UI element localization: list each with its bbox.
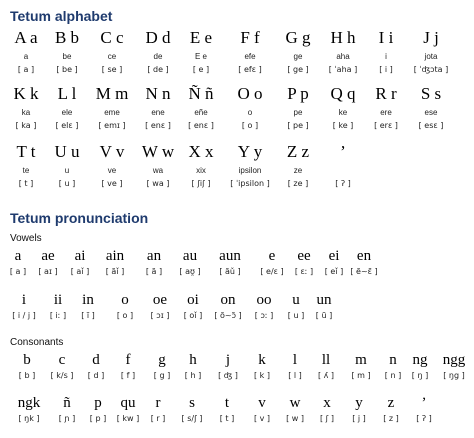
vowel-spelling: au xyxy=(182,248,198,264)
vowel-ipa: [ e/ɛ ] xyxy=(260,267,284,276)
vowel-ipa: [ ãǐ ] xyxy=(105,267,125,276)
vowel-spelling: ain xyxy=(105,248,125,264)
alphabet-letter: R r xyxy=(375,84,397,103)
letter-name: be xyxy=(62,52,72,61)
consonant-spelling: qu xyxy=(120,395,136,411)
consonant-ipa: [ w ] xyxy=(286,414,304,423)
letter-name: de xyxy=(153,52,163,61)
consonant-ipa: [ ʤ ] xyxy=(218,371,238,380)
consonant-ipa: [ t ] xyxy=(219,414,235,423)
vowel-spelling: o xyxy=(121,292,129,308)
letter-name: eme xyxy=(104,108,120,117)
letter-name: xix xyxy=(196,166,206,175)
vowel-ipa: [ oǐ ] xyxy=(183,311,203,320)
letter-ipa: [ esɛ ] xyxy=(418,121,444,130)
consonant-spelling: k xyxy=(258,352,266,368)
consonant-spelling: ll xyxy=(321,352,331,368)
letter-ipa: [ wa ] xyxy=(146,179,170,188)
consonant-spelling: z xyxy=(387,395,395,411)
letter-ipa: [ ˈʤɔta ] xyxy=(413,65,449,74)
letter-name: o xyxy=(247,108,253,117)
consonant-ipa: [ z ] xyxy=(383,414,399,423)
vowel-ipa: [ o ] xyxy=(116,311,134,320)
letter-ipa: [ u ] xyxy=(58,179,76,188)
letter-name: te xyxy=(22,166,30,175)
vowel-ipa: [ a ] xyxy=(9,267,27,276)
alphabet-letter: J j xyxy=(423,28,439,47)
vowel-spelling: oi xyxy=(187,292,199,308)
letter-name: a xyxy=(23,52,29,61)
alphabet-letter: U u xyxy=(54,142,80,161)
vowel-spelling: oo xyxy=(256,292,272,308)
consonant-spelling: ngg xyxy=(442,352,466,368)
vowel-spelling: i xyxy=(21,292,27,308)
consonant-ipa: [ g ] xyxy=(153,371,171,380)
alphabet-title: Tetum alphabet xyxy=(10,8,113,24)
consonant-ipa: [ v ] xyxy=(253,414,271,423)
letter-name: ve xyxy=(107,166,117,175)
alphabet-letter: I i xyxy=(378,28,394,47)
letter-name: i xyxy=(385,52,387,61)
alphabet-letter: M m xyxy=(95,84,129,103)
letter-name: ese xyxy=(424,108,438,117)
alphabet-letter: E e xyxy=(189,28,213,47)
alphabet-letter: F f xyxy=(240,28,260,47)
letter-name: ene xyxy=(151,108,165,117)
consonant-spelling: ng xyxy=(412,352,428,368)
alphabet-letter: B b xyxy=(54,28,80,47)
consonant-ipa: [ s/ʃ ] xyxy=(181,414,203,423)
letter-name: aha xyxy=(336,52,350,61)
letter-ipa: [ e ] xyxy=(192,65,210,74)
consonant-ipa: [ h ] xyxy=(184,371,202,380)
consonant-spelling: v xyxy=(258,395,266,411)
letter-ipa: [ pe ] xyxy=(287,121,309,130)
vowel-spelling: ae xyxy=(41,248,55,264)
alphabet-letter: ’ xyxy=(340,142,346,161)
alphabet-letter: W w xyxy=(141,142,175,161)
consonant-spelling: t xyxy=(224,395,230,411)
vowel-spelling: aun xyxy=(219,248,241,264)
alphabet-letter: X x xyxy=(188,142,214,161)
alphabet-letter: T t xyxy=(16,142,36,161)
letter-name: pe xyxy=(293,108,303,117)
consonant-ipa: [ n ] xyxy=(384,371,402,380)
alphabet-letter: V v xyxy=(99,142,125,161)
letter-ipa: [ ˈaha ] xyxy=(328,65,358,74)
vowel-spelling: un xyxy=(316,292,332,308)
consonant-ipa: [ f ] xyxy=(120,371,136,380)
consonant-ipa: [ p ] xyxy=(89,414,107,423)
alphabet-letter: C c xyxy=(100,28,124,47)
consonant-ipa: [ b ] xyxy=(18,371,36,380)
consonant-spelling: y xyxy=(355,395,363,411)
alphabet-letter: A a xyxy=(14,28,38,47)
alphabet-letter: K k xyxy=(13,84,39,103)
consonant-ipa: [ ŋk ] xyxy=(18,414,40,423)
vowel-ipa: [ i / j ] xyxy=(12,311,36,320)
alphabet-letter: P p xyxy=(287,84,309,103)
vowel-spelling: in xyxy=(82,292,94,308)
alphabet-letter: H h xyxy=(330,28,356,47)
consonant-spelling: l xyxy=(292,352,298,368)
vowel-ipa: [ ẽ~ɛ̃ ] xyxy=(350,267,378,276)
letter-ipa: [ t ] xyxy=(18,179,34,188)
letter-ipa: [ ka ] xyxy=(15,121,37,130)
consonant-spelling: x xyxy=(323,395,331,411)
consonant-ipa: [ ʔ ] xyxy=(416,414,432,423)
alphabet-letter: L l xyxy=(57,84,77,103)
consonant-spelling: r xyxy=(155,395,161,411)
letter-ipa: [ elɛ ] xyxy=(55,121,79,130)
vowel-ipa: [ õ~ɔ̃ ] xyxy=(214,311,242,320)
vowel-spelling: oe xyxy=(152,292,168,308)
letter-ipa: [ ge ] xyxy=(287,65,309,74)
letter-name: E e xyxy=(194,52,207,61)
consonant-spelling: s xyxy=(189,395,195,411)
letter-name: wa xyxy=(152,166,164,175)
letter-ipa: [ ke ] xyxy=(332,121,354,130)
consonant-ipa: [ m ] xyxy=(351,371,371,380)
consonant-ipa: [ ʎ ] xyxy=(317,371,335,380)
letter-ipa: [ enɛ ] xyxy=(145,121,171,130)
letter-ipa: [ ˈipsilon ] xyxy=(230,179,270,188)
vowel-ipa: [ aʊ̯ ] xyxy=(179,267,201,276)
consonant-spelling: m xyxy=(355,352,367,368)
alphabet-letter: N n xyxy=(145,84,171,103)
letter-name: ke xyxy=(338,108,348,117)
consonant-ipa: [ j ] xyxy=(352,414,366,423)
letter-ipa: [ enɛ ] xyxy=(188,121,214,130)
letter-name: ce xyxy=(107,52,117,61)
consonant-spelling: ñ xyxy=(63,395,71,411)
consonant-spelling: ’ xyxy=(421,395,427,411)
consonant-spelling: h xyxy=(189,352,197,368)
vowel-spelling: ii xyxy=(53,292,63,308)
letter-name: ere xyxy=(380,108,392,117)
letter-ipa: [ be ] xyxy=(56,65,78,74)
consonant-spelling: p xyxy=(94,395,102,411)
vowel-spelling: ee xyxy=(297,248,311,264)
consonant-ipa: [ l ] xyxy=(288,371,302,380)
letter-ipa: [ ve ] xyxy=(101,179,123,188)
letter-ipa: [ erɛ ] xyxy=(374,121,398,130)
letter-name: ka xyxy=(21,108,31,117)
vowel-ipa: [ ɔː ] xyxy=(254,311,274,320)
letter-name: ze xyxy=(293,166,303,175)
vowel-ipa: [ ɔɪ ] xyxy=(150,311,170,320)
letter-ipa: [ i ] xyxy=(379,65,393,74)
letter-ipa: [ o ] xyxy=(241,121,259,130)
letter-ipa: [ de ] xyxy=(147,65,169,74)
vowel-spelling: ai xyxy=(74,248,86,264)
consonant-ipa: [ r ] xyxy=(150,414,166,423)
alphabet-letter: G g xyxy=(285,28,311,47)
consonant-spelling: f xyxy=(125,352,131,368)
vowel-spelling: an xyxy=(146,248,162,264)
vowel-spelling: en xyxy=(356,248,372,264)
vowel-spelling: u xyxy=(292,292,300,308)
letter-name: efe xyxy=(244,52,256,61)
letter-name: u xyxy=(64,166,70,175)
alphabet-letter: Y y xyxy=(237,142,263,161)
letter-name: eñe xyxy=(194,108,208,117)
vowel-spelling: a xyxy=(14,248,22,264)
letter-name: jota xyxy=(424,52,438,61)
vowels-label: Vowels xyxy=(10,233,42,244)
consonant-spelling: n xyxy=(389,352,397,368)
vowel-ipa: [ ã ] xyxy=(145,267,163,276)
consonant-spelling: g xyxy=(158,352,166,368)
consonant-ipa: [ kw ] xyxy=(116,414,140,423)
consonant-spelling: b xyxy=(23,352,31,368)
consonant-ipa: [ d ] xyxy=(87,371,105,380)
vowel-ipa: [ aɪ ] xyxy=(38,267,58,276)
vowel-spelling: e xyxy=(268,248,276,264)
vowel-ipa: [ ɛː ] xyxy=(294,267,314,276)
consonant-ipa: [ k ] xyxy=(254,371,270,380)
consonant-spelling: j xyxy=(225,352,231,368)
alphabet-letter: Q q xyxy=(330,84,356,103)
alphabet-letter: Z z xyxy=(286,142,310,161)
consonant-ipa: [ ŋ ] xyxy=(411,371,429,380)
vowel-ipa: [ aǐ ] xyxy=(70,267,90,276)
letter-ipa: [ efɛ ] xyxy=(238,65,262,74)
consonants-label: Consonants xyxy=(10,337,64,348)
letter-ipa: [ ze ] xyxy=(287,179,309,188)
vowel-spelling: ei xyxy=(328,248,340,264)
alphabet-letter: S s xyxy=(420,84,442,103)
alphabet-letter: Ñ ñ xyxy=(188,84,214,103)
vowel-ipa: [ u ] xyxy=(287,311,305,320)
letter-ipa: [ se ] xyxy=(101,65,123,74)
vowel-ipa: [ ĩ ] xyxy=(81,311,95,320)
vowel-ipa: [ eǐ ] xyxy=(324,267,344,276)
letter-ipa: [ ʔ ] xyxy=(335,179,351,188)
letter-name: ele xyxy=(61,108,73,117)
pronunciation-title: Tetum pronunciation xyxy=(10,210,149,226)
vowel-ipa: [ iː ] xyxy=(49,311,67,320)
vowel-ipa: [ ũ ] xyxy=(315,311,333,320)
consonant-ipa: [ ŋg ] xyxy=(443,371,465,380)
letter-name: ge xyxy=(293,52,303,61)
consonant-ipa: [ ʃ ] xyxy=(319,414,334,423)
letter-ipa: [ a ] xyxy=(17,65,35,74)
letter-name: ipsilon xyxy=(238,166,262,175)
letter-ipa: [ ʃiʃ ] xyxy=(191,179,211,188)
consonant-spelling: c xyxy=(58,352,66,368)
vowel-spelling: on xyxy=(220,292,236,308)
letter-ipa: [ emɪ ] xyxy=(98,121,126,130)
consonant-spelling: w xyxy=(289,395,301,411)
consonant-ipa: [ k/s ] xyxy=(50,371,74,380)
alphabet-letter: O o xyxy=(237,84,263,103)
alphabet-letter: D d xyxy=(145,28,171,47)
consonant-spelling: ngk xyxy=(17,395,41,411)
vowel-ipa: [ ãǔ ] xyxy=(219,267,241,276)
consonant-spelling: d xyxy=(92,352,100,368)
consonant-ipa: [ ɲ ] xyxy=(58,414,76,423)
